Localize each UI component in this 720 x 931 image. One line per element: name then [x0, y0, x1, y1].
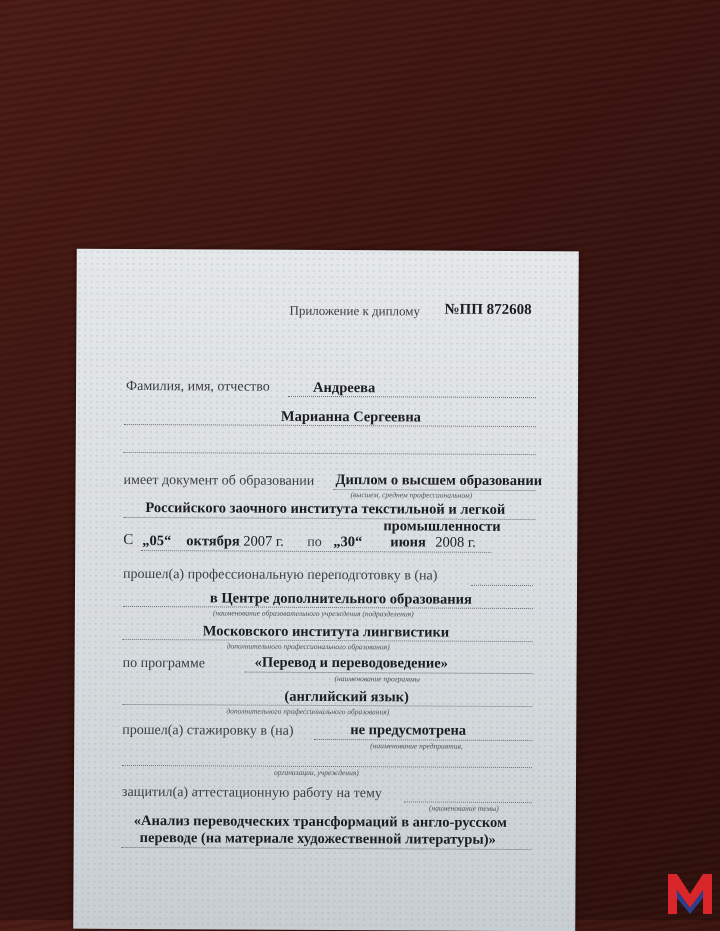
- program-language-caption: дополнительного профессионального образования): [226, 706, 390, 717]
- retraining-label: прошел(а) профессиональную переподготовку в (на): [123, 566, 438, 584]
- internship-label: прошел(а) стажировку в (на): [122, 722, 294, 739]
- name-label: Фамилия, имя, отчество: [126, 378, 270, 395]
- program-caption: (наименование программы: [334, 674, 420, 684]
- name-line-3: [124, 452, 536, 455]
- retraining-center: в Центре дополнительного образования: [209, 590, 472, 608]
- to-month: июня: [390, 534, 426, 551]
- appendix-title: Приложение к диплому: [289, 302, 421, 319]
- name-line-2: [124, 424, 536, 427]
- from-month: октября: [186, 533, 240, 550]
- from-day: „05“: [142, 533, 172, 550]
- program-language: (английский язык): [284, 688, 409, 706]
- date-to-word: по: [307, 534, 322, 550]
- program-value: «Перевод и переводоведение»: [254, 654, 448, 672]
- watermark-logo-icon: [665, 868, 715, 916]
- thesis-caption: (наименование темы): [428, 803, 499, 813]
- given-name-value: Марианна Сергеевна: [280, 408, 421, 426]
- thesis-label: защитил(а) аттестационную работу на тему: [121, 784, 382, 802]
- retraining-caption-2: дополнительного профессионального образования): [226, 641, 390, 652]
- surname-value: Андреева: [313, 379, 376, 397]
- internship-caption-2: организации, учреждения): [274, 767, 359, 778]
- diploma-appendix-sheet: [73, 249, 579, 931]
- to-day: „30“: [333, 534, 363, 551]
- retraining-line-1: [471, 585, 533, 586]
- from-year: 2007 г.: [243, 533, 284, 550]
- education-caption: (высшем, среднем профессиональном): [350, 490, 473, 500]
- thesis-title-line-1: «Анализ переводческих трансформаций в англо-русском: [133, 812, 507, 831]
- program-label: по программе: [122, 655, 206, 672]
- education-label: имеет документ об образовании: [123, 472, 315, 489]
- retraining-caption-1: (наименование образовательного учреждения (подразделения): [212, 608, 414, 619]
- education-value: Диплом о высшем образовании: [335, 472, 543, 490]
- to-year: 2008 г.: [435, 534, 476, 551]
- thesis-title-line-2: переводе (на материале художественной литературы)»: [139, 830, 496, 848]
- internship-caption-1: (наименование предприятия,: [370, 741, 463, 751]
- institution-line-2: промышленности: [383, 518, 501, 535]
- internship-value: не предусмотрена: [350, 722, 467, 739]
- date-prefix: С: [123, 531, 134, 548]
- retraining-institute: Московского института лингвистики: [202, 623, 450, 641]
- diploma-number: №ПП 872608: [444, 301, 532, 319]
- institution-line-1: Российского заочного института текстильной и легкой: [145, 500, 506, 518]
